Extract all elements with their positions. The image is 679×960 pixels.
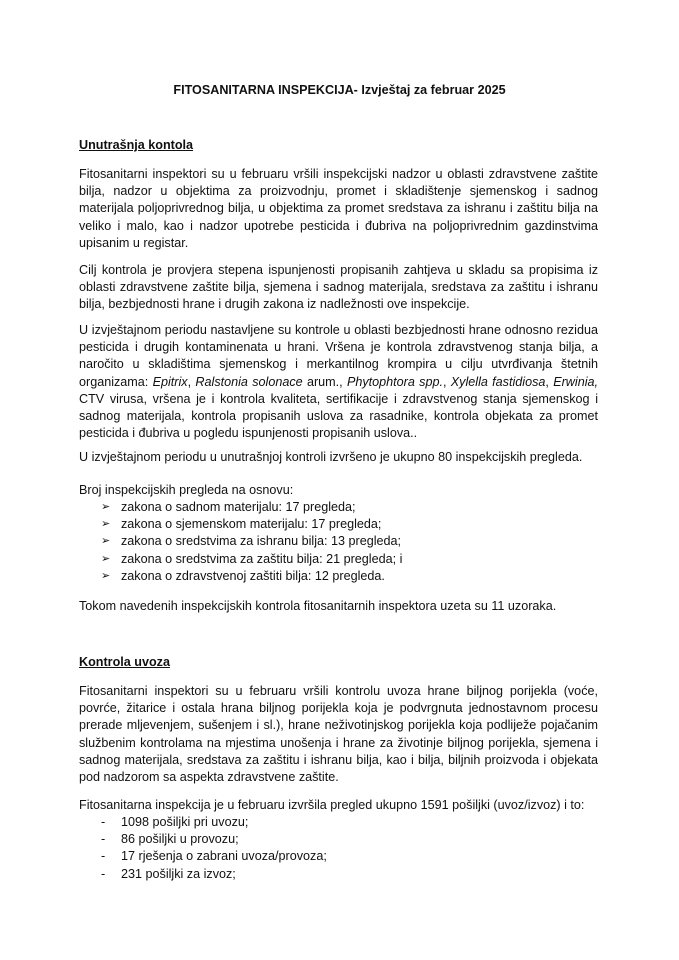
list-item-text: 17 rješenja o zabrani uvoza/provoza; <box>121 849 327 864</box>
dash-bullet: - <box>101 815 106 829</box>
paragraph-internal-2: Cilj kontrola je provjera stepena ispunjenosti propisanih zahtjeva u skladu sa propisima iz oblasti zdravstvene zaštite bilja, sjemena i sadnog materijala, sredstava za zaštitu i ishranu bilja, bezbjednosti hrane i drugih zakona iz nadležnosti ove inspekcije. <box>79 263 598 312</box>
list-item <box>79 533 402 550</box>
arrow-bullet-icon: ➢ <box>101 569 111 582</box>
section-heading-import: Kontrola uvoza <box>79 655 170 669</box>
list-item <box>79 568 402 585</box>
arrow-bullet-icon: ➢ <box>101 535 111 548</box>
dash-bullet: - <box>101 866 106 881</box>
list-item <box>79 866 327 883</box>
list-item-text: zakona o sredstvima za zaštitu bilja: 21 pregleda; i <box>121 551 403 566</box>
paragraph-internal-1: Fitosanitarni inspektori su u februaru vršili inspekcijski nadzor u oblasti zdravstvene zaštite bilja, nadzor u objektima za proizvodnju, promet i skladištenje sjemenskog i sadnog materijala poljoprivrednog bilja, u objektima za promet sredstava za ishranu i zaštitu bilja na veliko i malo, kao i nadzor upotrebe pesticida i đubriva na poljoprivrednim gazdinstvima upisanim u registar. <box>79 167 598 250</box>
paragraph-import-1: Fitosanitarni inspektori su u februaru vršili kontrolu uvoza hrane biljnog porijekla (voće, povrće, žitarice i ostala hrana biljnog porijekla koja je podvrgnuta jednostavnom procesu prerade mljevenjem, sušenjem i sl.), hrane neživotinjskog porijekla koja podliježe pojačanim službenim kontrolama na mjestima unošenja i hrane za životinje biljnog porijekla, sjemena i sadnog materijala, sredstava za zaštitu i ishranu bilja, kao i bilja, biljnih proizvoda i objekata pod nadzorom sa aspekta zdravstvene zaštite. <box>79 684 598 785</box>
paragraph-text: U izvještajnom periodu nastavljene su kontrole u oblasti bezbjednosti hrane odnosno rezidua pesticida i drugih kontaminenata u hrani. Vršena je kontrola zdravstvenog stanja bilja, a naročito u skladištima sjemenskog i merkantilnog krompira u cilju utvrđivanja štetnih organizama: <box>79 323 598 389</box>
separator: , <box>545 374 554 389</box>
list-item <box>79 551 402 568</box>
paragraph-text: CTV virusa, vršena je i kontrola kvaliteta, sertifikacije i zdravstvenog stanja sjemenskog i sadnog materijala, kontrola propisanih uslova za rasadnike, kontrola objekata za promet pesticida i đubriva u pogledu ispunjenosti propisanih uslova.. <box>79 391 598 441</box>
list-intro: Broj inspekcijskih pregleda na osnovu: <box>79 483 294 497</box>
arrow-bullet-icon: ➢ <box>101 552 111 565</box>
organism-name: Xylella fastidiosa <box>450 374 546 389</box>
dash-bullet: - <box>101 832 106 847</box>
list-item <box>79 499 402 516</box>
section-heading-internal: Unutrašnja kontola <box>79 138 194 152</box>
list-item <box>79 831 327 848</box>
paragraph-internal-5: Tokom navedenih inspekcijskih kontrola fitosanitarnih inspektora uzeta su 11 uzoraka. <box>79 599 557 613</box>
paragraph-internal-3 <box>79 322 598 442</box>
list-item-text: zakona o sredstvima za ishranu bilja: 13 pregleda; <box>121 534 402 549</box>
list-item-text: zakona o zdravstvenoj zaštiti bilja: 12 pregleda. <box>121 568 385 583</box>
list-item-text: 86 pošiljki u provozu; <box>121 832 239 847</box>
list-item <box>79 516 402 533</box>
list-item <box>79 814 327 831</box>
list-item-text: 231 pošiljki za izvoz; <box>121 866 236 881</box>
arrow-bullet-icon: ➢ <box>101 501 111 513</box>
page-title: FITOSANITARNA INSPEKCIJA- Izvještaj za februar 2025 <box>173 83 506 97</box>
paragraph-internal-4: U izvještajnom periodu u unutrašnjoj kontroli izvršeno je ukupno 80 inspekcijskih pregleda. <box>79 450 583 464</box>
inspection-basis-list <box>79 499 402 585</box>
list-item-text: 1098 pošiljki pri uvozu; <box>121 815 249 829</box>
shipment-list <box>79 814 327 883</box>
organism-name: Ralstonia solonace <box>195 374 303 389</box>
organism-name: Epitrix <box>152 374 188 389</box>
list-item-text: zakona o sadnom materijalu: 17 pregleda; <box>121 500 356 514</box>
arrow-bullet-icon: ➢ <box>101 518 111 531</box>
organism-name: Phytophtora spp. <box>346 374 443 389</box>
list-item <box>79 848 327 865</box>
dash-bullet: - <box>101 849 106 864</box>
organism-name: Erwinia, <box>553 374 598 389</box>
list-item-text: zakona o sjemenskom materijalu: 17 pregleda; <box>121 517 382 532</box>
separator: , <box>442 374 451 389</box>
separator: arum., <box>302 374 347 389</box>
paragraph-import-2: Fitosanitarna inspekcija je u februaru izvršila pregled ukupno 1591 pošiljki (uvoz/izvoz) i to: <box>79 798 585 812</box>
separator: , <box>187 374 196 389</box>
